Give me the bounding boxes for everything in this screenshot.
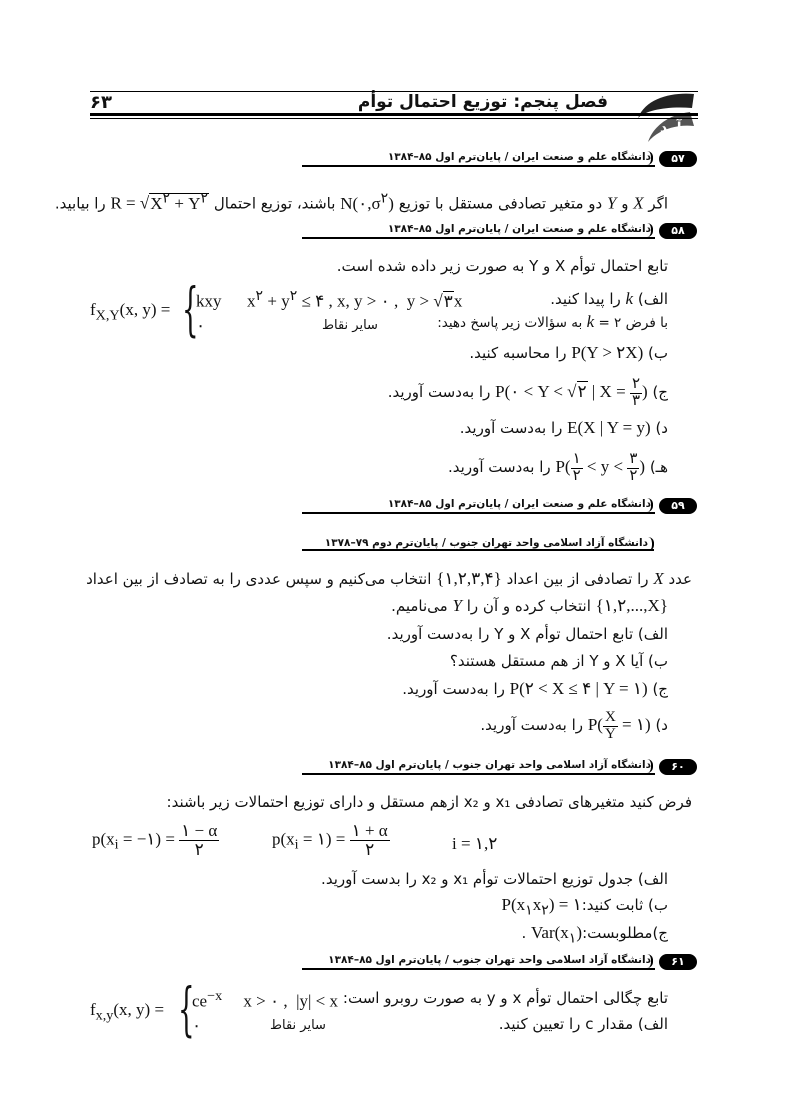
problem-number: ۵۹: [659, 498, 697, 514]
problem-58-c: ج) P(۰ < Y < √۲ | X = $\frac{۲}{۳}$ ) را به‌دست آورید.: [387, 376, 668, 409]
problem-58-b: ب) P(Y > ۲X) را محاسبه کنید.: [469, 343, 668, 362]
problem-number: ۶۰: [659, 759, 697, 775]
problem-59-header: [302, 498, 697, 516]
problem-60-a: الف) جدول توزیع احتمالات توأم x₁ و x₂ را بدست آورید.: [321, 870, 668, 888]
joint-pmf-formula: $f_{X,Y}(x$, y) = { kxy $x^۲ + y^۲$ ≤ ۴ , x, y > ۰ , y > √۳x ۰ سایر نقاط: [90, 275, 463, 343]
problem-59-sub-header: [302, 537, 654, 553]
problem-source: دانشگاه آزاد اسلامی واحد تهران جنوب / پایان‌ترم اول ۸۵–۱۳۸۴: [328, 759, 651, 771]
index-range: i = ۱,۲: [452, 834, 498, 853]
problem-sub-source: دانشگاه آزاد اسلامی واحد تهران جنوب / پایان‌ترم دوم ۷۹–۱۳۷۸: [324, 537, 648, 549]
problem-59-line1: عدد X را تصادفی از بین اعداد {۱,۲,۳,۴} انتخاب می‌کنیم و سپس عددی را به تصادف از بین اعداد: [86, 569, 692, 588]
page-number: ۶۳: [90, 92, 112, 113]
problem-60-b: ب) ثابت $کنید:P(x_۱x_۲)$ = ۱: [501, 895, 668, 919]
problem-59-b: ب) آیا X و Y از هم مستقل هستند؟: [449, 652, 668, 670]
svg-text:سرآمد: سرآمد: [660, 120, 702, 136]
problem-61-a: الف) مقدار c را تعیین کنید.: [498, 1015, 668, 1033]
problem-58-intro: تابع احتمال توأم X و Y به صورت زیر داده شده است.: [336, 257, 668, 275]
problem-59-line2: {۱,۲,...,X} انتخاب کرده و آن را Y می‌نامیم.: [391, 596, 668, 615]
header-top-rule: [90, 91, 698, 92]
problem-59-d: د) P( $\frac{X}{Y}$ = ۱) را به‌دست آورید.: [480, 709, 668, 742]
problem-60-c: $ج)مطلوبست:Var(x_۱)$ .: [521, 923, 668, 947]
problem-number: ۵۸: [659, 223, 697, 239]
problem-source: دانشگاه آزاد اسلامی واحد تهران جنوب / پایان‌ترم اول ۸۵–۱۳۸۴: [328, 954, 651, 966]
problem-59-a: الف) تابع احتمال توأم X و Y را به‌دست آورید.: [386, 625, 668, 643]
problem-58-e: هـ) P( $\frac{۱}{۲}$ < y < $\frac{۳}{۲}$ ) را به‌دست آورید.: [448, 451, 668, 484]
joint-pdf-formula: $f_{x,y}(x$, y) = { $ce^{-x}$ x > ۰ , |y| < x ۰ سایر نقاط: [90, 975, 339, 1043]
pmf-x-one: $p(x_i$ = ۱) = $\frac{۱ + \alpha}{۲}$: [272, 821, 388, 859]
header-bottom-rule-thin: [90, 118, 698, 119]
problem-58-assume: با فرض ۲ = k به سؤالات زیر پاسخ دهید:: [437, 312, 668, 331]
header-bottom-rule: [90, 113, 698, 116]
problem-source: دانشگاه علم و صنعت ایران / پایان‌ترم اول ۸۵–۱۳۸۴: [387, 151, 651, 163]
problem-source: دانشگاه علم و صنعت ایران / پایان‌ترم اول ۸۵–۱۳۸۴: [387, 223, 651, 235]
problem-58-header: [302, 223, 697, 241]
problem-number: ۵۷: [659, 151, 697, 167]
problem-58-a: الف) k را پیدا کنید.: [550, 289, 668, 308]
problem-57-header: [302, 151, 697, 169]
problem-60-intro: فرض کنید متغیرهای تصادفی x₁ و x₂ ازهم مستقل و دارای توزیع احتمالات زیر باشند:: [166, 793, 692, 811]
pmf-x-minus-one: $p(x_i$ = −۱) = $\frac{۱ - \alpha}{۲}$: [92, 821, 218, 859]
problem-61-header: [302, 954, 697, 972]
problem-58-d: د) E(X | Y = y) را به‌دست آورید.: [459, 418, 668, 437]
problem-59-c: ج) P(۲ < X ≤ ۴ | Y = ۱) را به‌دست آورید.: [402, 679, 668, 698]
problem-57-text: اگر X و Y دو متغیر تصادفی مستقل با توزیع $N(۰,\sigma^۲)$ باشند، توزیع احتمال $R = √X^۲ + Y^۲$ را بیابید.: [54, 190, 668, 213]
problem-number: ۶۱: [659, 954, 697, 970]
problem-60-header: [302, 759, 697, 777]
problem-source: دانشگاه علم و صنعت ایران / پایان‌ترم اول ۸۵–۱۳۸۴: [387, 498, 651, 510]
problem-61-intro: تابع چگالی احتمال توأم x و y به صورت روبرو است:: [342, 989, 668, 1007]
chapter-title: فصل پنجم: توزیع احتمال توأم: [357, 92, 608, 112]
